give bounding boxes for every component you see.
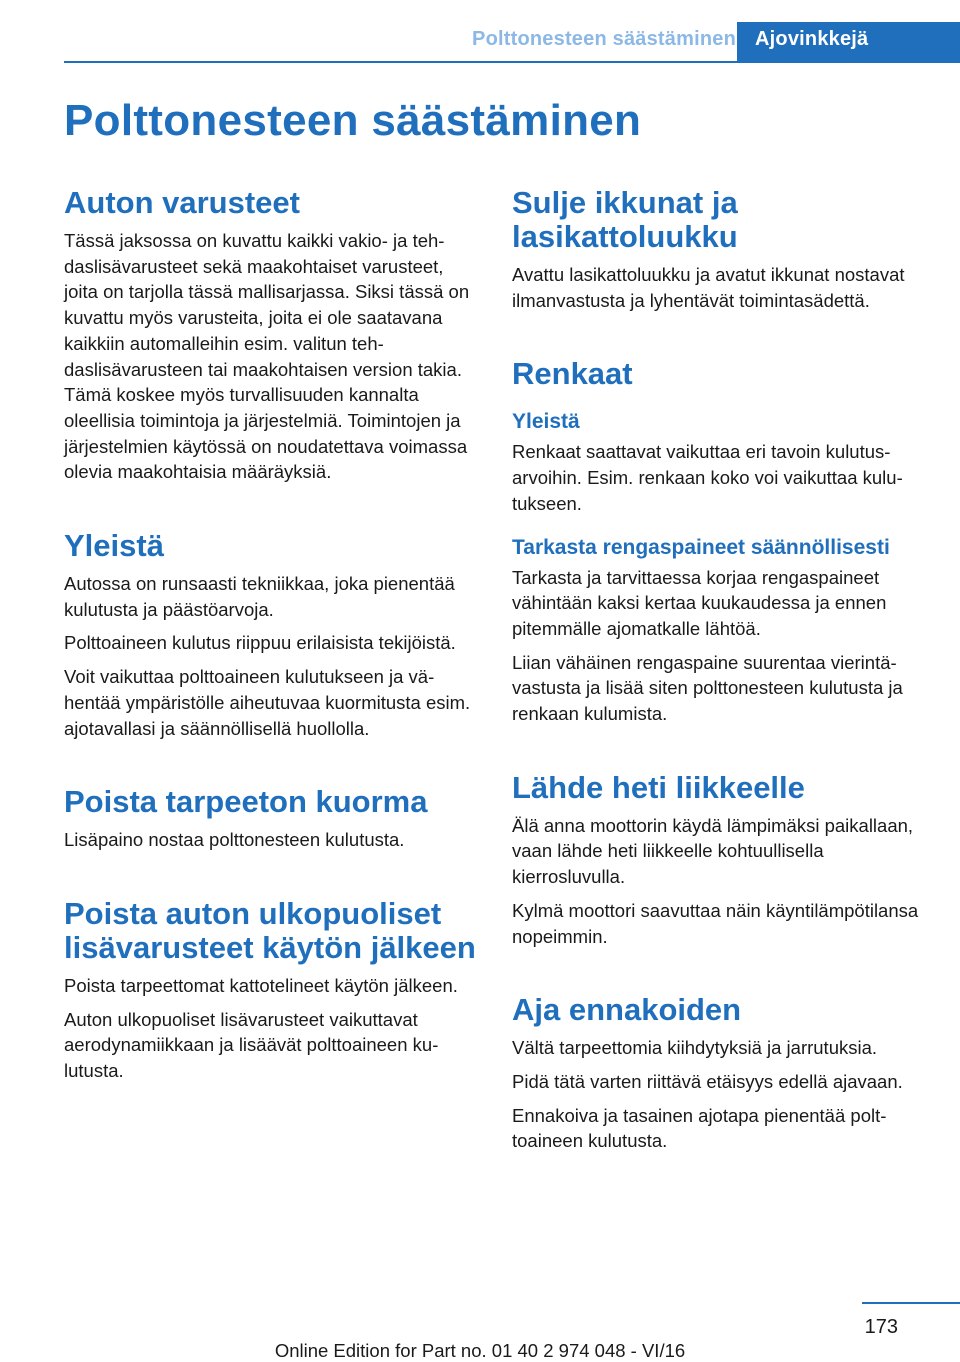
- spacer: [512, 321, 928, 357]
- paragraph: Polttoaineen kulutus riippuu erilaisista tekijöistä.: [64, 632, 456, 654]
- spacer: [512, 957, 928, 993]
- section-aja-ennakoiden: [512, 993, 928, 1154]
- section-heading: Aja ennakoiden: [512, 992, 742, 1028]
- section-heading: Renkaat: [512, 356, 633, 392]
- page-title: Polttonesteen säästäminen: [64, 96, 642, 145]
- section-lahde-liikkeelle: [512, 771, 928, 950]
- spacer: [512, 525, 928, 535]
- paragraph: Ennakoiva ja tasainen ajotapa pienentää polttoaineen kulutusta.: [512, 1104, 887, 1152]
- paragraph: Autossa on runsaasti tekniikkaa, joka pienentää kulutusta ja päästöarvoja.: [64, 573, 455, 620]
- header-rule: [64, 61, 960, 63]
- paragraph: Tarkasta ja tarvittaessa korjaa rengaspaineet vähintään kaksi kertaa kuukaudessa ja ennen pitemmälle ajomatkalle lähtöä.: [512, 566, 887, 639]
- section-yleista: [64, 529, 480, 741]
- paragraph: Pidä tätä varten riittävä etäisyys edellä ajavaan.: [512, 1070, 903, 1092]
- paragraph: Auton ulkopuoliset lisävarusteet vaikuttavat aerodynamiikkaan ja lisäävät polttoaineen kulutusta.: [64, 1008, 439, 1082]
- paragraph: Tässä jaksossa on kuvattu kaikki vakio- ja tehdaslisävarusteet sekä maakohtaiset varusteet, joita on tarjolla tässä mallisarjassa. Siksi tässä on kuvattu myös varusteita, joita ei ole saatavana kaikkiin automalleihin esim. valitun tehdaslisävarusteen tai maakohtaisen version takia. Tämä koskee myös turvallisuuden kannalta oleellisia toimintoja ja järjestelmiä. Toimintojen ja järjestelmien käytössä on noudatettava voimassa olevia maakohtaisia määräyksiä.: [64, 230, 470, 483]
- header-section-title: Polttonesteen säästäminen: [472, 28, 736, 50]
- subsection-heading: Tarkasta rengaspaineet säännöllisesti: [512, 535, 890, 559]
- section-renkaat: [512, 357, 928, 726]
- footer-edition-text: Online Edition for Part no. 01 40 2 974 048 - VI/16: [274, 1340, 686, 1361]
- page-number-rule: [862, 1302, 960, 1304]
- spacer: [512, 399, 928, 409]
- section-auton-varusteet: [64, 186, 480, 485]
- right-column: [512, 186, 928, 1162]
- section-heading: Sulje ikkunat ja lasikattoluukku: [512, 185, 738, 254]
- paragraph: Voit vaikuttaa polttoaineen kulutukseen ja vähentää ympäristölle aiheutuvaa kuormitusta esim. ajotavallasi ja säännöllisellä huollolla.: [64, 666, 471, 739]
- spacer: [64, 749, 480, 785]
- paragraph: Avattu lasikattoluukku ja avatut ikkunat nostavat ilmanvastusta ja lyhentävät toimintasädettä.: [512, 264, 905, 311]
- section-heading: Yleistä: [64, 528, 164, 564]
- paragraph: Renkaat saattavat vaikuttaa eri tavoin kulutusarvoihin. Esim. renkaan koko voi vaikuttaa kulutukseen.: [512, 441, 903, 514]
- spacer: [512, 735, 928, 771]
- paragraph: Kylmä moottori saavuttaa näin käyntilämpötilansa nopeimmin.: [512, 899, 919, 947]
- page-number: 173: [864, 1316, 898, 1338]
- header-chapter-tab: Ajovinkkejä: [737, 22, 960, 62]
- spacer: [64, 861, 480, 897]
- paragraph: Poista tarpeettomat kattotelineet käytön jälkeen.: [64, 974, 458, 996]
- paragraph: Vältä tarpeettomia kiihdytyksiä ja jarrutuksia.: [512, 1037, 878, 1059]
- section-heading: Auton varusteet: [64, 185, 300, 220]
- spacer: [64, 493, 480, 529]
- section-heading: Poista auton ulkopuoliset lisävarusteet käytön jälkeen: [64, 895, 476, 965]
- paragraph: Lisäpaino nostaa polttonesteen kulutusta.: [64, 829, 405, 851]
- section-heading: Lähde heti liikkeelle: [512, 769, 805, 805]
- paragraph: Älä anna moottorin käydä lämpimäksi paikallaan, vaan lähde heti liikkeelle kohtuullisella kierrosluvulla.: [512, 814, 914, 888]
- left-column: [64, 186, 480, 1092]
- section-ulkopuoliset-lisavarusteet: [64, 897, 480, 1084]
- subsection-heading: Yleistä: [512, 410, 580, 434]
- section-poista-kuorma: [64, 785, 480, 853]
- section-sulje-ikkunat: [512, 186, 928, 313]
- section-heading: Poista tarpeeton kuorma: [64, 784, 428, 820]
- paragraph: Liian vähäinen rengaspaine suurentaa vierintävastusta ja lisää siten polttonesteen kulutusta ja renkaan kulumista.: [512, 651, 903, 725]
